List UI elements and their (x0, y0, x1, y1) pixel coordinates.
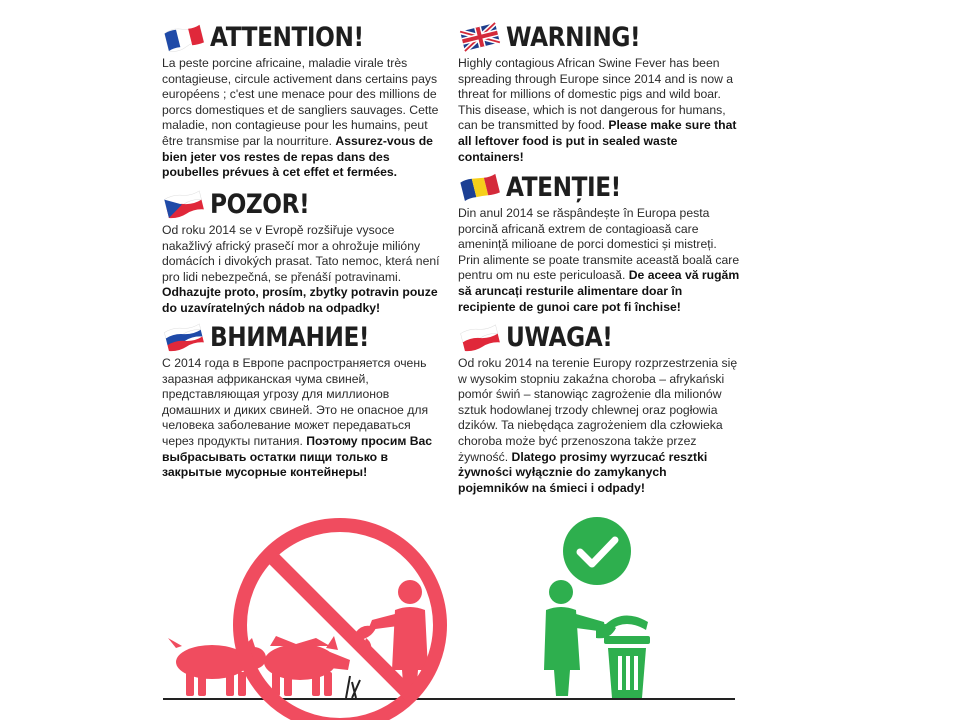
section-title: WARNING! (506, 21, 641, 53)
no-feeding-pigs-prohibition-icon (168, 525, 440, 720)
section-body: Din anul 2014 se răspândește în Europa pesta porcină africană extrem de contagioasă care amenință milioane de porci domestici și mistreți. Prin alimente se poate transmite această boală care pentru om nu este periculoasă. De aceea vă rugăm să aruncați resturile alimentare doar în recipiente de gunoi care pot fi închise! (458, 206, 740, 314)
section-body: Od roku 2014 na terenie Europy rozprzestrzenia się w wysokim stopniu zakaźna choroba – afrykański pomór świń – stanowiąc zagrożenie dla milionów sztuk hodowlanej trzody chlewnej oraz pogłowia dzików. Ta niebędąca zagrożeniem dla człowieka choroba może być przenoszona także przez żywność. Dlatego prosimy wyrzucać resztki żywności wyłącznie do zamykanych pojemników na śmieci i odpady! (458, 356, 738, 495)
section-polish (458, 318, 743, 496)
section-body: С 2014 года в Европе распространяется очень заразная африканская чума свиней, представляющая угрозу для миллионов домашних и диких свиней. Это не опасное для человека заболевание может передаваться через продукты питания. Поэтому просим Вас выбрасывать остатки пищи только в закрытые мусорные контейнеры! (162, 356, 433, 480)
boar-icon (264, 636, 350, 696)
uk-flag-icon (458, 21, 502, 53)
check-badge-icon (563, 517, 631, 585)
trash-bin-icon (604, 615, 650, 698)
romania-flag-icon (458, 171, 502, 203)
section-czech (162, 185, 447, 317)
section-title: POZOR! (210, 188, 310, 220)
section-french (162, 18, 447, 181)
section-title: UWAGA! (506, 321, 613, 353)
france-flag-icon (162, 21, 206, 53)
poland-flag-icon (458, 321, 502, 353)
waste-bin-check-icon (544, 517, 650, 698)
section-title: ВНИМАНИЕ! (210, 321, 370, 353)
russia-flag-icon (162, 321, 206, 353)
section-english (458, 18, 743, 165)
section-russian (162, 318, 447, 481)
section-romanian (458, 168, 743, 315)
section-body: Highly contagious African Swine Fever has been spreading through Europe since 2014 and is now a threat for millions of domestic pigs and wild boar. This disease, which is not dangerous for humans, can be transmitted by food. Please make sure that all leftover food is put in sealed waste containers! (458, 56, 737, 164)
grass-icon (346, 676, 360, 698)
illustration (0, 500, 960, 720)
czech-flag-icon (162, 188, 206, 220)
section-title: ATENȚIE! (506, 171, 621, 203)
section-title: ATTENTION! (210, 21, 364, 53)
section-body: La peste porcine africaine, maladie virale très contagieuse, circule activement dans certains pays européens ; c'est une menace pour des millions de porcs domestiques et de sangliers sauvages. Cette maladie, non contagieuse pour les humains, peut être transmise par la nourriture. Assurez-vous de bien jeter vos restes de repas dans des poubelles prévues à cet effet et fermées. (162, 56, 439, 180)
section-body: Od roku 2014 se v Evropě rozšiřuje vysoce nakažlivý africký prasečí mor a ohrožuje milióny domácích i divokých prasat. Tato nemoc, která není pro lidi nebezpečná, se přenáší potravinami. Odhazujte proto, prosím, zbytky potravin pouze do uzavíratelných nádob na odpadky! (162, 223, 440, 315)
